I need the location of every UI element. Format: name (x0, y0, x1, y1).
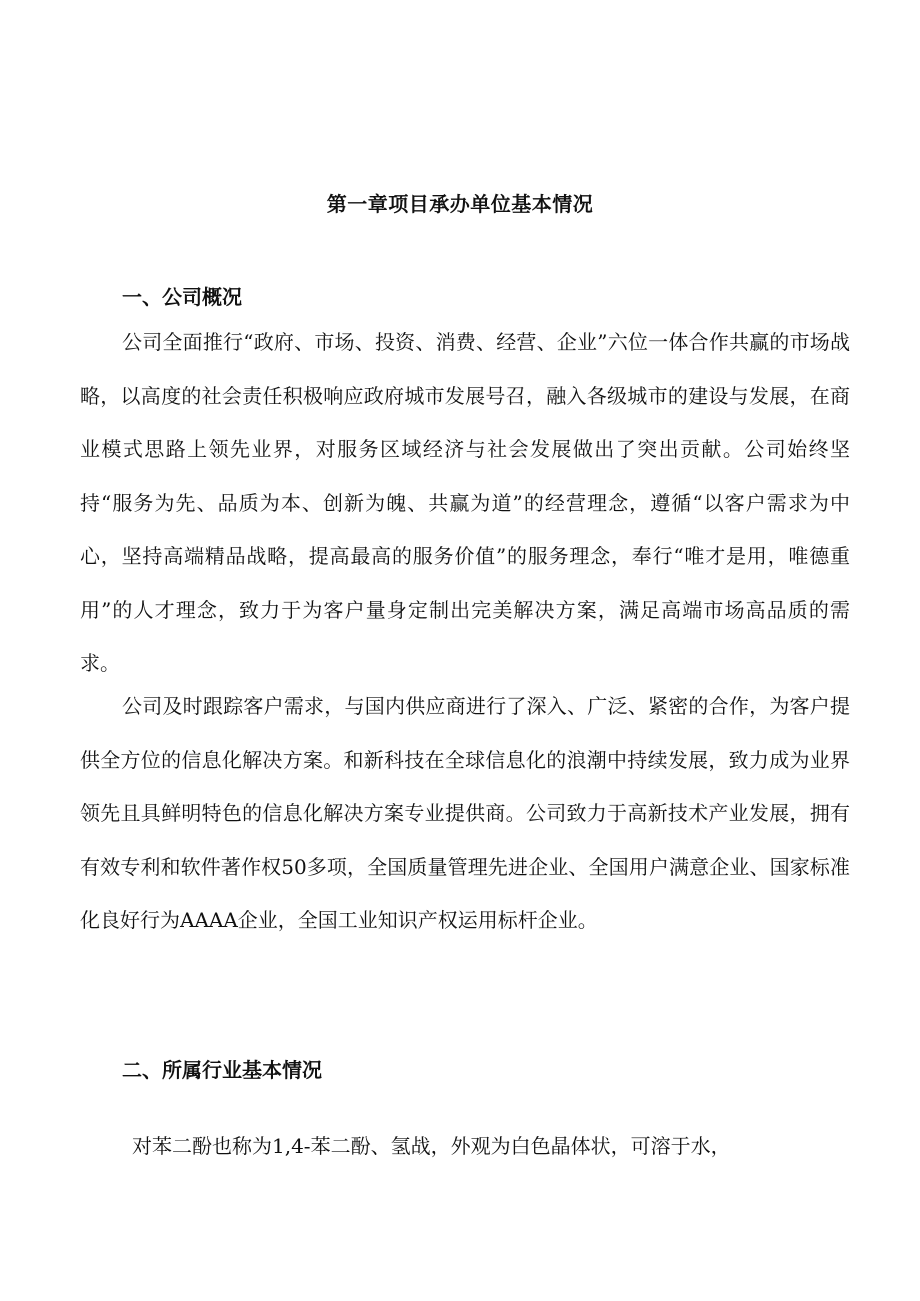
section-heading-industry: 二、所属行业基本情况 (122, 1058, 322, 1082)
paragraph-company-strategy: 公司全面推行“政府、市场、投资、消费、经营、企业”六位一体合作共赢的市场战略，以高度的社会责任积极响应政府城市发展号召，融入各级城市的建设与发展，在商业模式思路上领先业界，对服务区域经济与社会发展做出了突出贡献。公司始终坚持“服务为先、品质为本、创新为魄、共赢为道”的经营理念，遵循“以客户需求为中心，坚持高端精品战略，提高最高的服务价值”的服务理念，奉行“唯才是用，唯德重用”的人才理念，致力于为客户量身定制出完美解决方案，满足高端市场高品质的需求。 (80, 330, 850, 675)
chapter-title: 第一章项目承办单位基本情况 (326, 192, 594, 216)
section-heading-company-overview: 一、公司概况 (122, 285, 242, 309)
paragraph-industry-intro: 对苯二酚也称为1,4-苯二酚、氢战，外观为白色晶体状，可溶于水， (132, 1134, 731, 1158)
paragraph-company-technology: 公司及时跟踪客户需求，与国内供应商进行了深入、广泛、紧密的合作，为客户提供全方位的信息化解决方案。和新科技在全球信息化的浪潮中持续发展，致力成为业界领先且具鲜明特色的信息化解决方案专业提供商。公司致力于高新技术产业发展，拥有有效专利和软件著作权50多项，全国质量管理先进企业、全国用户满意企业、国家标准化良好行为AAAA企业，全国工业知识产权运用标杆企业。 (80, 694, 850, 932)
